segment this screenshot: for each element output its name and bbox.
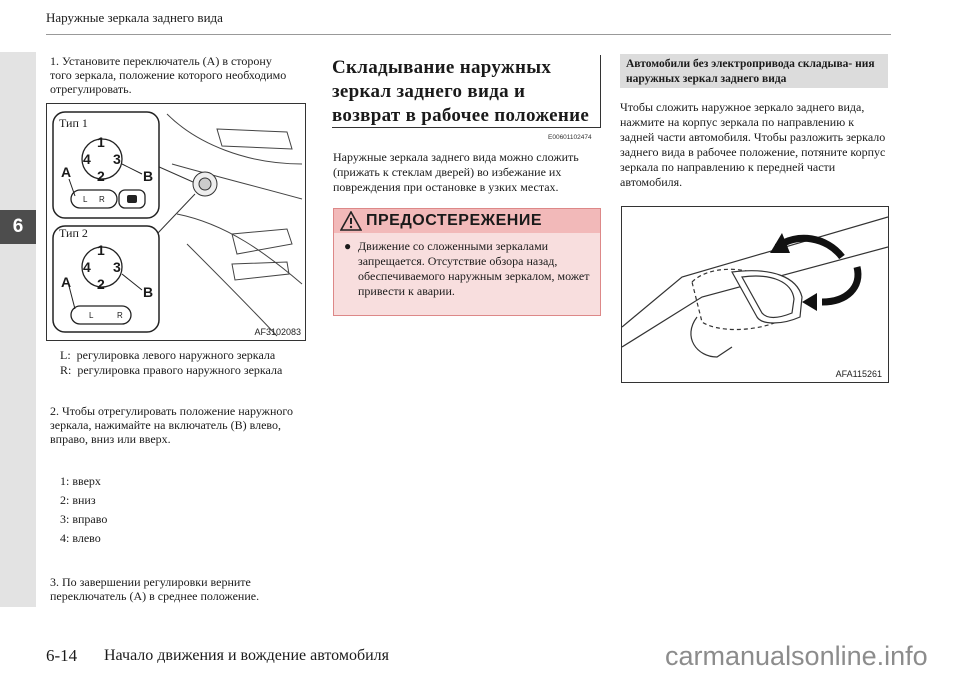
section-title: Складывание наружных зеркал заднего вида и возврат в рабочее положение [332,57,590,126]
warning-triangle-icon [340,211,362,231]
warning-text: Движение со сложенными зеркалами запрещается. Отсутствие обзора назад, обеспечиваемого наружным зеркалом, может привести к аварии. [358,239,590,298]
direction-2-label-type2: 2 [97,276,105,292]
direction-item-down: 2: вниз [60,493,96,507]
direction-1-label-type2: 1 [97,242,105,258]
step-3-text: 3. По завершении регулировки верните переключатель (A) в среднее положение. [50,575,260,603]
direction-list [60,472,107,548]
step-2-text: 2. Чтобы отрегулировать положение наружного зеркала, нажимайте на включатель (B) влево, вправо, вниз или вверх. [50,404,294,446]
figure-code-mirror: AFA115261 [835,369,882,379]
legend-item-right: R: регулировка правого наружного зеркала [60,363,283,377]
direction-item-up: 1: вверх [60,474,101,488]
fold-instructions: Чтобы сложить наружное зеркало заднего вида, нажмите на корпус зеркала по направлению к задней части автомобиля. Чтобы разложить зеркало заднего вида в рабочее положение, потяните корпус зеркала по направлению к передней части автомобиля. [620,100,886,189]
direction-item-left: 4: влево [60,531,101,545]
direction-1-label: 1 [97,134,105,150]
page-header-title: Наружные зеркала заднего вида [46,10,223,25]
switch-r-label-type2: R [117,311,123,320]
switch-a-label-type2: A [61,274,72,290]
figure-type-2-label: Тип 2 [59,226,88,240]
switch-b-label-type2: B [143,284,154,300]
switch-figure [46,103,306,341]
section-paragraph: Наружные зеркала заднего вида можно сложить (прижать к стеклам дверей) во избежание их повреждения при остановке в узких местах. [333,150,579,194]
mirror-drawing [622,207,888,382]
warning-item [344,239,594,299]
figure-type-1-label: Тип 1 [59,116,88,130]
header-rule [46,34,891,35]
page-number: 6-14 [46,646,78,665]
footer-chapter-title: Начало движения и вождение автомобиля [104,647,390,664]
switch-l-label: L [83,195,88,204]
direction-4-label: 4 [83,151,91,167]
section-code: E00601102474 [548,134,592,141]
figure-code: AF3102083 [254,327,301,337]
warning-header [334,209,600,233]
switch-a-label: A [61,164,72,180]
direction-4-label-type2: 4 [83,259,91,275]
direction-3-label-type2: 3 [113,259,121,275]
legend-list [60,348,320,378]
mirror-figure [621,206,889,383]
chapter-tab: 6 [0,210,36,244]
step-1-text: 1. Установите переключатель (A) в сторону того зеркала, положение которого необходимо отрегулировать. [50,54,287,96]
warning-heading: ПРЕДОСТЕРЕЖЕНИЕ [366,212,542,229]
direction-3-label: 3 [113,151,121,167]
section-title-box [332,55,601,128]
vehicle-variant-box: Автомобили без электропривода складыва- ния наружных зеркал заднего вида [620,54,888,88]
switch-r-label: R [99,195,105,204]
direction-item-right: 3: вправо [60,512,108,526]
chapter-sidebar-band [0,52,36,607]
direction-2-label: 2 [97,168,105,184]
bullet-icon: ● [344,239,352,253]
watermark-link[interactable]: carmanualsonline.info [665,641,928,671]
switch-b-label: B [143,168,154,184]
switch-figure-drawing [47,104,305,340]
switch-l-label-type2: L [89,311,94,320]
legend-item-left: L: регулировка левого наружного зеркала [60,348,276,362]
warning-box [333,208,601,316]
